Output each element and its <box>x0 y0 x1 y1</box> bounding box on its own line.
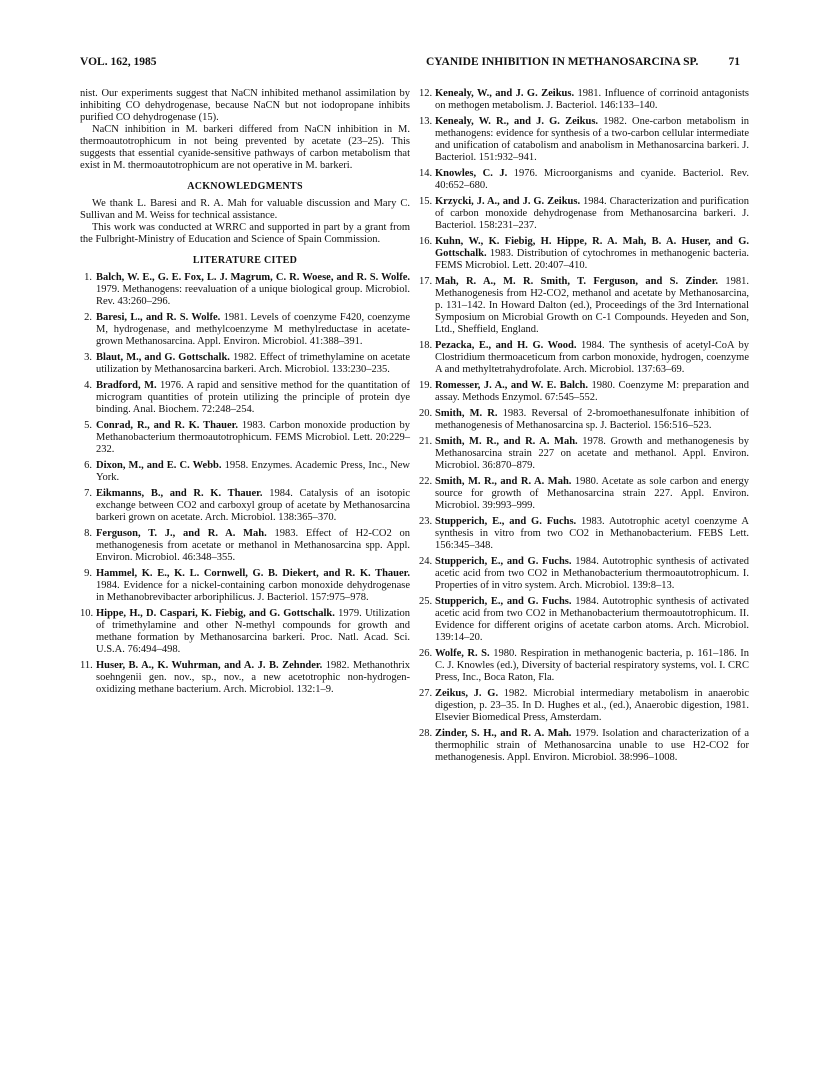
reference-details: 1976. Microorganisms and cyanide. Bacteriol. Rev. 40:652–680. <box>435 168 749 191</box>
reference-item <box>419 688 749 724</box>
reference-number: 2. <box>84 312 92 323</box>
reference-item <box>419 728 749 764</box>
reference-authors: Conrad, R., and R. K. Thauer. <box>96 420 238 431</box>
reference-details: 1984. Autotrophic synthesis of activated acetic acid from two CO2 in Methanobacterium thermoautotrophicum. I. Properties of in vitro system. Arch. Microbiol. 139:8–13. <box>435 556 749 591</box>
reference-number: 18. <box>419 340 433 351</box>
reference-number: 13. <box>419 116 433 127</box>
reference-details: 1984. Autotrophic synthesis of activated acetic acid from two CO2 in Methanobacterium thermoautotrophicum. II. Evidence for different origins of acetate carbon atoms. Arch. Microbiol. 139:14–20. <box>435 596 749 643</box>
reference-item <box>80 660 410 696</box>
reference-item <box>419 168 749 192</box>
reference-number: 10. <box>80 608 94 619</box>
reference-number: 26. <box>419 648 433 659</box>
reference-authors: Stupperich, E., and G. Fuchs. <box>435 516 577 527</box>
reference-details: 1979. Utilization of trimethylamine and other N-methyl compounds for growth and methane formation by Methanosarcina barkeri. Proc. Natl. Acad. Sci. U.S.A. 76:494–498. <box>96 608 410 655</box>
reference-authors: Zinder, S. H., and R. A. Mah. <box>435 728 572 739</box>
reference-number: 21. <box>419 436 433 447</box>
reference-item <box>419 380 749 404</box>
reference-item <box>419 236 749 272</box>
reference-number: 12. <box>419 88 433 99</box>
reference-item <box>80 528 410 564</box>
reference-list-left <box>80 272 410 696</box>
reference-authors: Balch, W. E., G. E. Fox, L. J. Magrum, C. R. Woese, and R. S. Wolfe. <box>96 272 410 283</box>
reference-item <box>419 196 749 232</box>
reference-details: 1983. Reversal of 2-bromoethanesulfonate inhibition of methanogenesis of Methanosarcina sp. J. Bacteriol. 156:516–523. <box>435 408 749 431</box>
acknowledgments-heading: ACKNOWLEDGMENTS <box>187 181 303 192</box>
reference-authors: Knowles, C. J. <box>435 168 508 179</box>
reference-details: 1982. One-carbon metabolism in methanogens: evidence for synthesis of a two-carbon cellular intermediate and unification of catabolism and anabolism in Methanosarcina barkeri. J. Bacteriol. 151:932–941. <box>435 116 749 163</box>
reference-number: 22. <box>419 476 433 487</box>
reference-number: 17. <box>419 276 433 287</box>
reference-item <box>80 460 410 484</box>
running-title: CYANIDE INHIBITION IN METHANOSARCINA SP. <box>426 56 699 68</box>
reference-number: 11. <box>80 660 93 671</box>
reference-item <box>419 408 749 432</box>
reference-details: 1979. Isolation and characterization of a thermophilic strain of Methanosarcina unable to use H2-CO2 for methanogenesis. Appl. Environ. Microbiol. 38:996–1008. <box>435 728 749 763</box>
reference-authors: Eikmanns, B., and R. K. Thauer. <box>96 488 263 499</box>
reference-details: 1982. Microbial intermediary metabolism in anaerobic digestion, p. 23–35. In D. Hughes et al., (ed.), Anaerobic digestion, 1981. Elsevier Biomedical Press, Amsterdam. <box>435 688 750 723</box>
reference-details: 1981. Levels of coenzyme F420, coenzyme M, hydrogenase, and methylcoenzyme M methylreductase in acetate-grown Methanosarcina. Appl. Environ. Microbiol. 41:388–391. <box>96 312 410 347</box>
reference-authors: Mah, R. A., M. R. Smith, T. Ferguson, and S. Zinder. <box>435 276 719 287</box>
reference-item <box>80 352 410 376</box>
reference-details: 1958. Enzymes. Academic Press, Inc., New York. <box>96 460 410 483</box>
funding-text: This work was conducted at WRRC and supported in part by a grant from the Fulbright-Ministry of Education and Science of Spain Commission. <box>80 222 410 245</box>
reference-authors: Krzycki, J. A., and J. G. Zeikus. <box>435 196 581 207</box>
reference-authors: Wolfe, R. S. <box>435 648 490 659</box>
reference-number: 7. <box>84 488 92 499</box>
reference-authors: Smith, M. R., and R. A. Mah. <box>435 476 572 487</box>
body-paragraph: nist. Our experiments suggest that NaCN inhibited methanol assimilation by inhibiting CO dehydrogenase, because NaCN but not iodopropane inhibits purified CO dehydrogenase (15). <box>80 88 410 123</box>
body-paragraph: NaCN inhibition in M. barkeri differed from NaCN inhibition in M. thermoautotrophicum in not being prevented by acetate (23–25). This suggests that essential cyanide-sensitive pathways of carbon metabolism that exist in M. thermoautotrophicum are not operative in M. barkeri. <box>80 124 410 171</box>
reference-details: 1982. Methanothrix soehngenii gen. nov., sp., nov., a new acetotrophic non-hydrogen-oxidizing methane bacterium. Arch. Microbiol. 132:1–9. <box>96 660 410 695</box>
reference-authors: Hippe, H., D. Caspari, K. Fiebig, and G. Gottschalk. <box>96 608 335 619</box>
page-number: 71 <box>728 56 740 68</box>
reference-item <box>419 476 749 512</box>
reference-authors: Pezacka, E., and H. G. Wood. <box>435 340 577 351</box>
reference-item <box>419 556 749 592</box>
reference-details: 1983. Carbon monoxide production by Methanobacterium thermoautotrophicum. FEMS Microbiol. Lett. 20:229–232. <box>96 420 410 455</box>
reference-details: 1984. Characterization and purification of carbon monoxide dehydrogenase from Methanosarcina barkeri. J. Bacteriol. 158:231–237. <box>435 196 749 231</box>
reference-item <box>419 516 749 552</box>
acknowledgments-text: We thank L. Baresi and R. A. Mah for valuable discussion and Mary C. Sullivan and M. Weiss for technical assistance. <box>80 198 410 221</box>
reference-item <box>80 272 410 308</box>
reference-item <box>80 380 410 416</box>
reference-item <box>80 568 410 604</box>
reference-number: 25. <box>419 596 433 607</box>
page-header <box>80 56 740 72</box>
reference-number: 3. <box>84 352 92 363</box>
reference-number: 15. <box>419 196 433 207</box>
reference-item <box>80 488 410 524</box>
reference-details: 1983. Distribution of cytochromes in methanogenic bacteria. FEMS Microbiol. Lett. 20:407–410. <box>435 248 749 271</box>
reference-authors: Dixon, M., and E. C. Webb. <box>96 460 222 471</box>
reference-number: 4. <box>84 380 92 391</box>
reference-number: 14. <box>419 168 433 179</box>
reference-details: 1983. Effect of H2-CO2 on methanogenesis from acetate or methanol in Methanosarcina spp. Appl. Environ. Microbiol. 46:348–355. <box>96 528 410 563</box>
reference-details: 1980. Coenzyme M: preparation and assay. Methods Enzymol. 67:545–552. <box>435 380 749 403</box>
reference-authors: Smith, M. R. <box>435 408 498 419</box>
reference-item <box>419 88 749 112</box>
reference-item <box>419 340 749 376</box>
reference-authors: Hammel, K. E., K. L. Cornwell, G. B. Diekert, and R. K. Thauer. <box>96 568 410 579</box>
reference-authors: Romesser, J. A., and W. E. Balch. <box>435 380 589 391</box>
left-column <box>80 88 410 700</box>
reference-details: 1984. The synthesis of acetyl-CoA by Clostridium thermoaceticum from carbon monoxide, hydrogen, coenzyme A and methyltetrahydrofolate. Arch. Microbiol. 137:63–69. <box>435 340 749 375</box>
reference-authors: Stupperich, E., and G. Fuchs. <box>435 556 572 567</box>
reference-item <box>419 596 749 644</box>
reference-details: 1980. Respiration in methanogenic bacteria, p. 161–186. In C. J. Knowles (ed.), Diversity of bacterial respiratory systems, vol. I. CRC Press, Inc., Boca Raton, Fla. <box>435 648 749 683</box>
reference-authors: Kenealy, W. R., and J. G. Zeikus. <box>435 116 599 127</box>
reference-details: 1984. Evidence for a nickel-containing carbon monoxide dehydrogenase in Methanobrevibacter arboriphilicus. J. Bacteriol. 157:975–978. <box>96 580 410 603</box>
reference-authors: Ferguson, T. J., and R. A. Mah. <box>96 528 267 539</box>
volume-label: VOL. 162, 1985 <box>80 56 157 68</box>
reference-item <box>80 420 410 456</box>
reference-authors: Blaut, M., and G. Gottschalk. <box>96 352 230 363</box>
reference-authors: Baresi, L., and R. S. Wolfe. <box>96 312 221 323</box>
reference-item <box>80 608 410 656</box>
reference-number: 28. <box>419 728 433 739</box>
reference-number: 24. <box>419 556 433 567</box>
reference-number: 6. <box>84 460 92 471</box>
reference-item <box>419 436 749 472</box>
reference-details: 1983. Autotrophic acetyl coenzyme A synthesis in vitro from two CO2 in Methanobacterium. FEBS Lett. 156:345–348. <box>435 516 749 551</box>
right-column <box>419 88 749 768</box>
reference-authors: Smith, M. R., and R. A. Mah. <box>435 436 578 447</box>
reference-number: 19. <box>419 380 433 391</box>
reference-details: 1978. Growth and methanogenesis by Methanosarcina strain 227 on acetate and methanol. Appl. Environ. Microbiol. 36:870–879. <box>435 436 749 471</box>
literature-heading: LITERATURE CITED <box>192 255 298 266</box>
reference-number: 20. <box>419 408 433 419</box>
reference-number: 23. <box>419 516 433 527</box>
reference-details: 1982. Effect of trimethylamine on acetate utilization by Methanosarcina barkeri. Arch. Microbiol. 133:230–235. <box>96 352 410 375</box>
reference-item <box>80 312 410 348</box>
reference-details: 1980. Acetate as sole carbon and energy source for growth of Methanosarcina strain 227. Appl. Environ. Microbiol. 39:993–999. <box>435 476 749 511</box>
reference-details: 1981. Influence of corrinoid antagonists on methogen metabolism. J. Bacteriol. 146:133–140. <box>435 88 749 111</box>
reference-number: 1. <box>84 272 92 283</box>
reference-details: 1979. Methanogens: reevaluation of a unique biological group. Microbiol. Rev. 43:260–296. <box>96 284 410 307</box>
reference-item <box>419 648 749 684</box>
reference-authors: Kuhn, W., K. Fiebig, H. Hippe, R. A. Mah, B. A. Huser, and G. Gottschalk. <box>435 236 749 259</box>
reference-details: 1981. Methanogenesis from H2-CO2, methanol and acetate by Methanosarcina, p. 131–142. In Howard Dalton (ed.), Proceedings of the 3rd International Symposium on Microbial Growth on C-1 Compounds. Heyeden and Son, Ltd., Sheffield, England. <box>435 276 750 335</box>
reference-number: 16. <box>419 236 433 247</box>
reference-item <box>419 116 749 164</box>
reference-authors: Zeikus, J. G. <box>435 688 499 699</box>
reference-details: 1984. Catalysis of an isotopic exchange between CO2 and carboxyl group of acetate by Methanosarcina barkeri grown on acetate. Arch. Microbiol. 138:365–370. <box>96 488 410 523</box>
reference-authors: Stupperich, E., and G. Fuchs. <box>435 596 572 607</box>
reference-details: 1976. A rapid and sensitive method for the quantitation of microgram quantities of protein utilizing the principle of protein dye binding. Anal. Biochem. 72:248–254. <box>96 380 410 415</box>
reference-number: 27. <box>419 688 433 699</box>
reference-authors: Huser, B. A., K. Wuhrman, and A. J. B. Zehnder. <box>96 660 323 671</box>
reference-number: 8. <box>84 528 92 539</box>
reference-list-right <box>419 88 749 764</box>
reference-authors: Kenealy, W., and J. G. Zeikus. <box>435 88 575 99</box>
reference-number: 9. <box>84 568 92 579</box>
reference-authors: Bradford, M. <box>96 380 157 391</box>
reference-number: 5. <box>84 420 92 431</box>
reference-item <box>419 276 749 336</box>
